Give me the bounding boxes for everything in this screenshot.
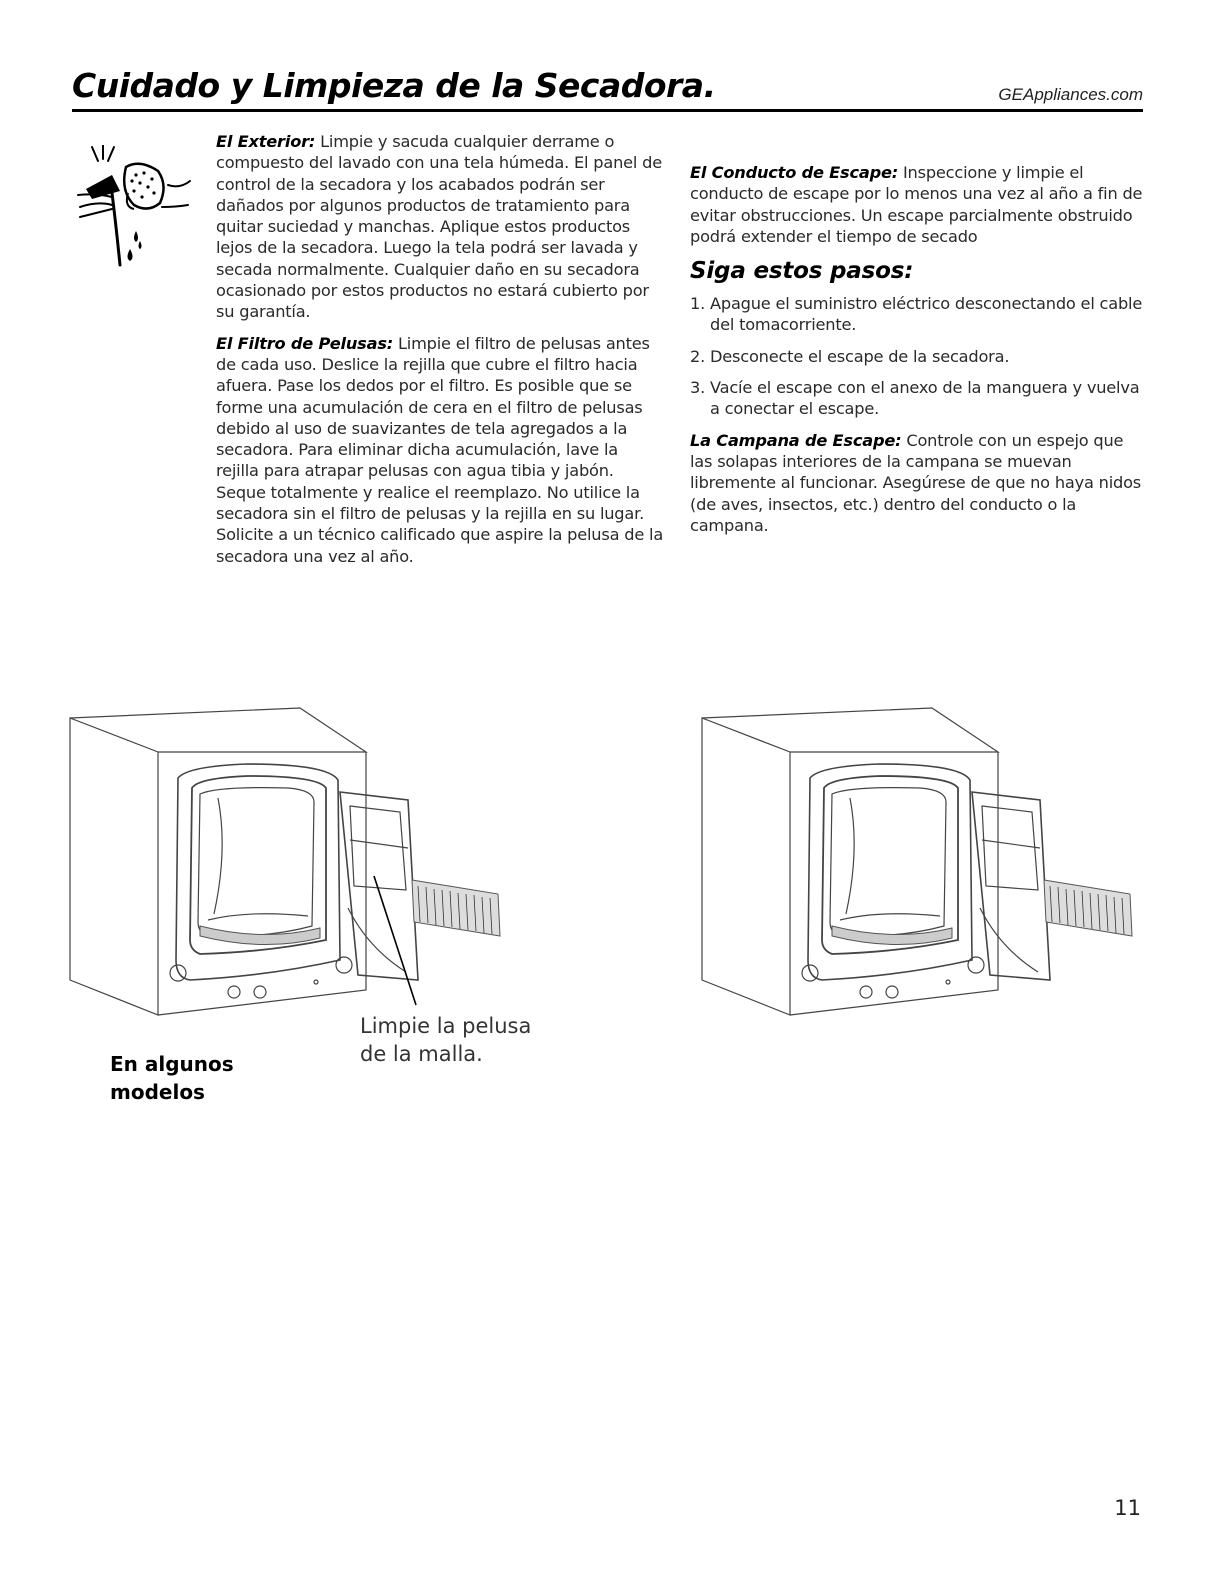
exterior-paragraph xyxy=(216,131,664,323)
models-label: En algunos modelos xyxy=(110,1052,234,1104)
step-text: Vacíe el escape con el anexo de la manguera y vuelva a conectar el escape. xyxy=(710,378,1140,419)
exterior-lead: El Exterior: xyxy=(216,132,316,151)
header-divider xyxy=(72,109,1143,112)
figure-callout: Limpie la pelusa de la malla. xyxy=(360,1014,532,1066)
step-item xyxy=(690,346,1145,367)
text-column-left xyxy=(216,131,664,577)
exhaust-hood-lead: La Campana de Escape: xyxy=(690,430,902,450)
text-column-right xyxy=(690,131,1145,546)
exhaust-duct-lead: El Conducto de Escape: xyxy=(690,163,899,182)
page-number: 11 xyxy=(1114,1496,1141,1520)
sponge-wiping-icon xyxy=(76,145,196,275)
exhaust-hood-paragraph xyxy=(690,430,1145,536)
column-continuation-spacer xyxy=(690,131,1145,162)
dryer-open-door-icon xyxy=(68,690,518,1030)
step-number: 1. xyxy=(690,294,706,314)
step-text: Apague el suministro eléctrico desconectando el cable del tomacorriente. xyxy=(710,294,1143,335)
step-item xyxy=(690,377,1145,420)
step-number: 2. xyxy=(690,346,706,366)
page-title: Cuidado y Limpieza de la Secadora. xyxy=(72,66,716,105)
step-text: Desconecte el escape de la secadora. xyxy=(710,346,1010,366)
exterior-text: Limpie y sacuda cualquier derrame o compuesto del lavado con una tela húmeda. El panel de control de la secadora y los acabados podrán ser dañados por algunos productos de tratamiento para quitar suciedad y manchas. Aplique estos productos lejos de la secadora. Luego la tela podrá ser lavada y secada normalmente. Cualquier daño en su secadora ocasionado por estos productos no estará cubierto por su garantía. xyxy=(216,132,662,322)
website-url: GEAppliances.com xyxy=(998,85,1143,104)
lint-filter-paragraph xyxy=(216,333,664,567)
dryer-open-door-icon xyxy=(700,690,1150,1030)
step-number: 3. xyxy=(690,378,706,398)
exhaust-hood-text: Controle con un espejo que las solapas interiores de la campana se muevan libremente al funcionar. Asegúrese de que no haya nidos (de aves, insectos, etc.) dentro del conducto o la campana. xyxy=(690,430,1142,535)
lint-filter-lead: El Filtro de Pelusas: xyxy=(216,333,394,353)
exhaust-duct-paragraph xyxy=(690,162,1145,247)
lint-filter-text: Limpie el filtro de pelusas antes de cada uso. Deslice la rejilla que cubre el filtro hacia afuera. Pase los dedos por el filtro. Es posible que se forme una acumulación de cera en el filtro de pelusas debido al uso de suavizantes de tela agregados a la secadora. Para eliminar dicha acumulación, lave la rejilla para atrapar pelusas con agua tibia y jabón. Seque totalmente y realice el reemplazo. No utilice la secadora sin el filtro de pelusas y la rejilla en su lugar. Solicite a un técnico calificado que aspire la pelusa de la secadora una vez al año. xyxy=(216,333,664,566)
steps-heading: Siga estos pasos: xyxy=(690,258,914,285)
exhaust-duct-text: Inspeccione y limpie el conducto de escape por lo menos una vez al año a fin de evitar obstrucciones. Un escape parcialmente obstruido podrá extender el tiempo de secado xyxy=(690,163,1143,246)
step-item xyxy=(690,293,1145,336)
